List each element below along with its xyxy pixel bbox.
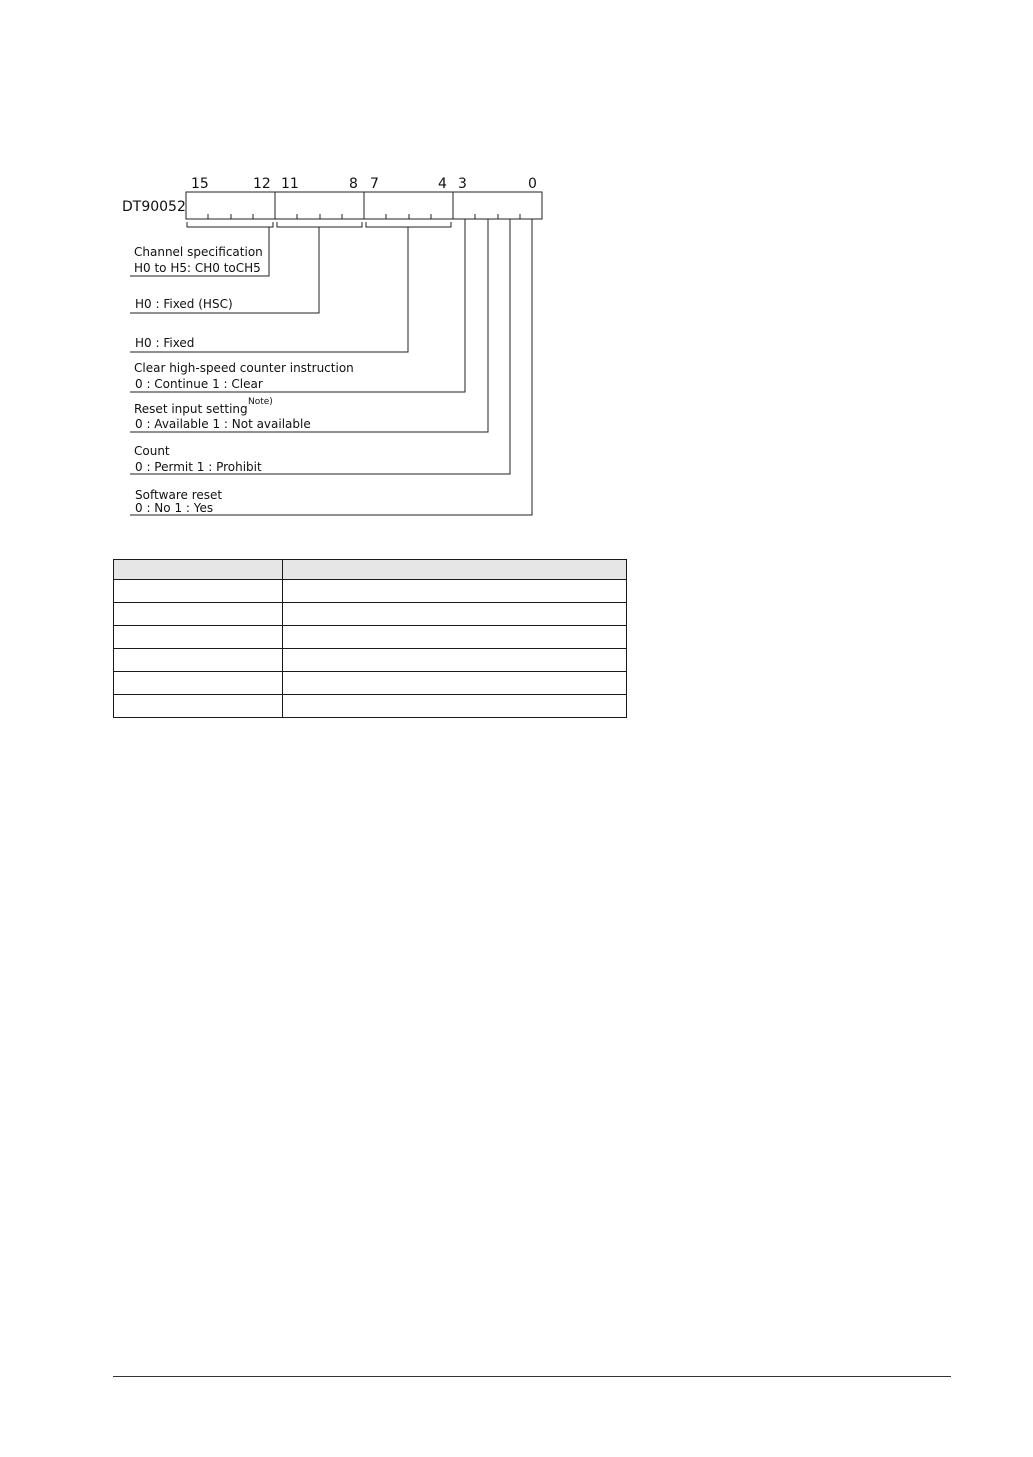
field-clear-high-speed-counter xyxy=(134,361,354,391)
table-row xyxy=(114,580,627,603)
bit-number-11: 11 xyxy=(281,176,299,192)
field-reset-input-setting xyxy=(134,397,311,431)
table-row xyxy=(114,603,627,626)
note-superscript: Note) xyxy=(248,397,273,407)
svg-text:0 : Available 1 : Not availa: 0 : Available 1 : Not available xyxy=(135,417,311,431)
field-count xyxy=(134,444,262,474)
table-cell xyxy=(283,580,627,603)
svg-text:H0 : Fixed: H0 : Fixed xyxy=(135,336,195,350)
table-cell xyxy=(114,695,283,718)
table-cell xyxy=(114,626,283,649)
field-fixed-hsc xyxy=(135,297,233,311)
svg-text:Software reset: Software reset xyxy=(135,488,223,502)
settings-table xyxy=(113,559,627,718)
table-header-cell xyxy=(283,560,627,580)
table-row xyxy=(114,695,627,718)
bit-number-3: 3 xyxy=(458,176,467,192)
nibble-brackets xyxy=(187,222,451,227)
table-cell xyxy=(114,580,283,603)
table-row xyxy=(114,626,627,649)
table-cell xyxy=(283,649,627,672)
table-cell xyxy=(283,603,627,626)
table-cell xyxy=(283,626,627,649)
field-fixed xyxy=(135,336,194,350)
table-header-cell xyxy=(114,560,283,580)
footer-divider xyxy=(113,1376,951,1377)
table-header-row xyxy=(114,560,627,580)
svg-text:0 : No 1 : Yes: 0 : No 1 : Yes xyxy=(135,501,214,515)
bit-number-4: 4 xyxy=(438,176,447,192)
bit-allocation-diagram xyxy=(0,0,1033,560)
table-cell xyxy=(283,672,627,695)
svg-text:Clear high-speed counter instr: Clear high-speed counter instruction xyxy=(134,361,354,375)
bit-number-7: 7 xyxy=(370,176,379,192)
bit-number-0: 0 xyxy=(528,176,537,192)
register-boxes xyxy=(186,192,542,219)
bit-number-8: 8 xyxy=(349,176,358,192)
svg-text:H0 to H5: CH0 toCH5: H0 to H5: CH0 toCH5 xyxy=(134,261,261,275)
svg-text:H0 : Fixed (HSC): H0 : Fixed (HSC) xyxy=(135,297,233,311)
table-cell xyxy=(283,695,627,718)
field-channel-specification xyxy=(134,245,263,275)
svg-text:0 : Continue 1 : Clear: 0 : Continue 1 : Clear xyxy=(135,377,263,391)
bit-number-15: 15 xyxy=(191,176,209,192)
svg-text:0 : Permit 1 : Prohibit: 0 : Permit 1 : Prohibit xyxy=(135,460,262,474)
register-name: DT90052 xyxy=(122,199,186,215)
table-cell xyxy=(114,603,283,626)
svg-text:Channel specification: Channel specification xyxy=(134,245,263,259)
table-row xyxy=(114,649,627,672)
table-cell xyxy=(114,649,283,672)
svg-text:Count: Count xyxy=(134,444,170,458)
field-software-reset xyxy=(135,488,222,515)
table-row xyxy=(114,672,627,695)
svg-text:Reset input setting: Reset input setting xyxy=(134,402,248,416)
table-cell xyxy=(114,672,283,695)
bit-number-12: 12 xyxy=(253,176,271,192)
